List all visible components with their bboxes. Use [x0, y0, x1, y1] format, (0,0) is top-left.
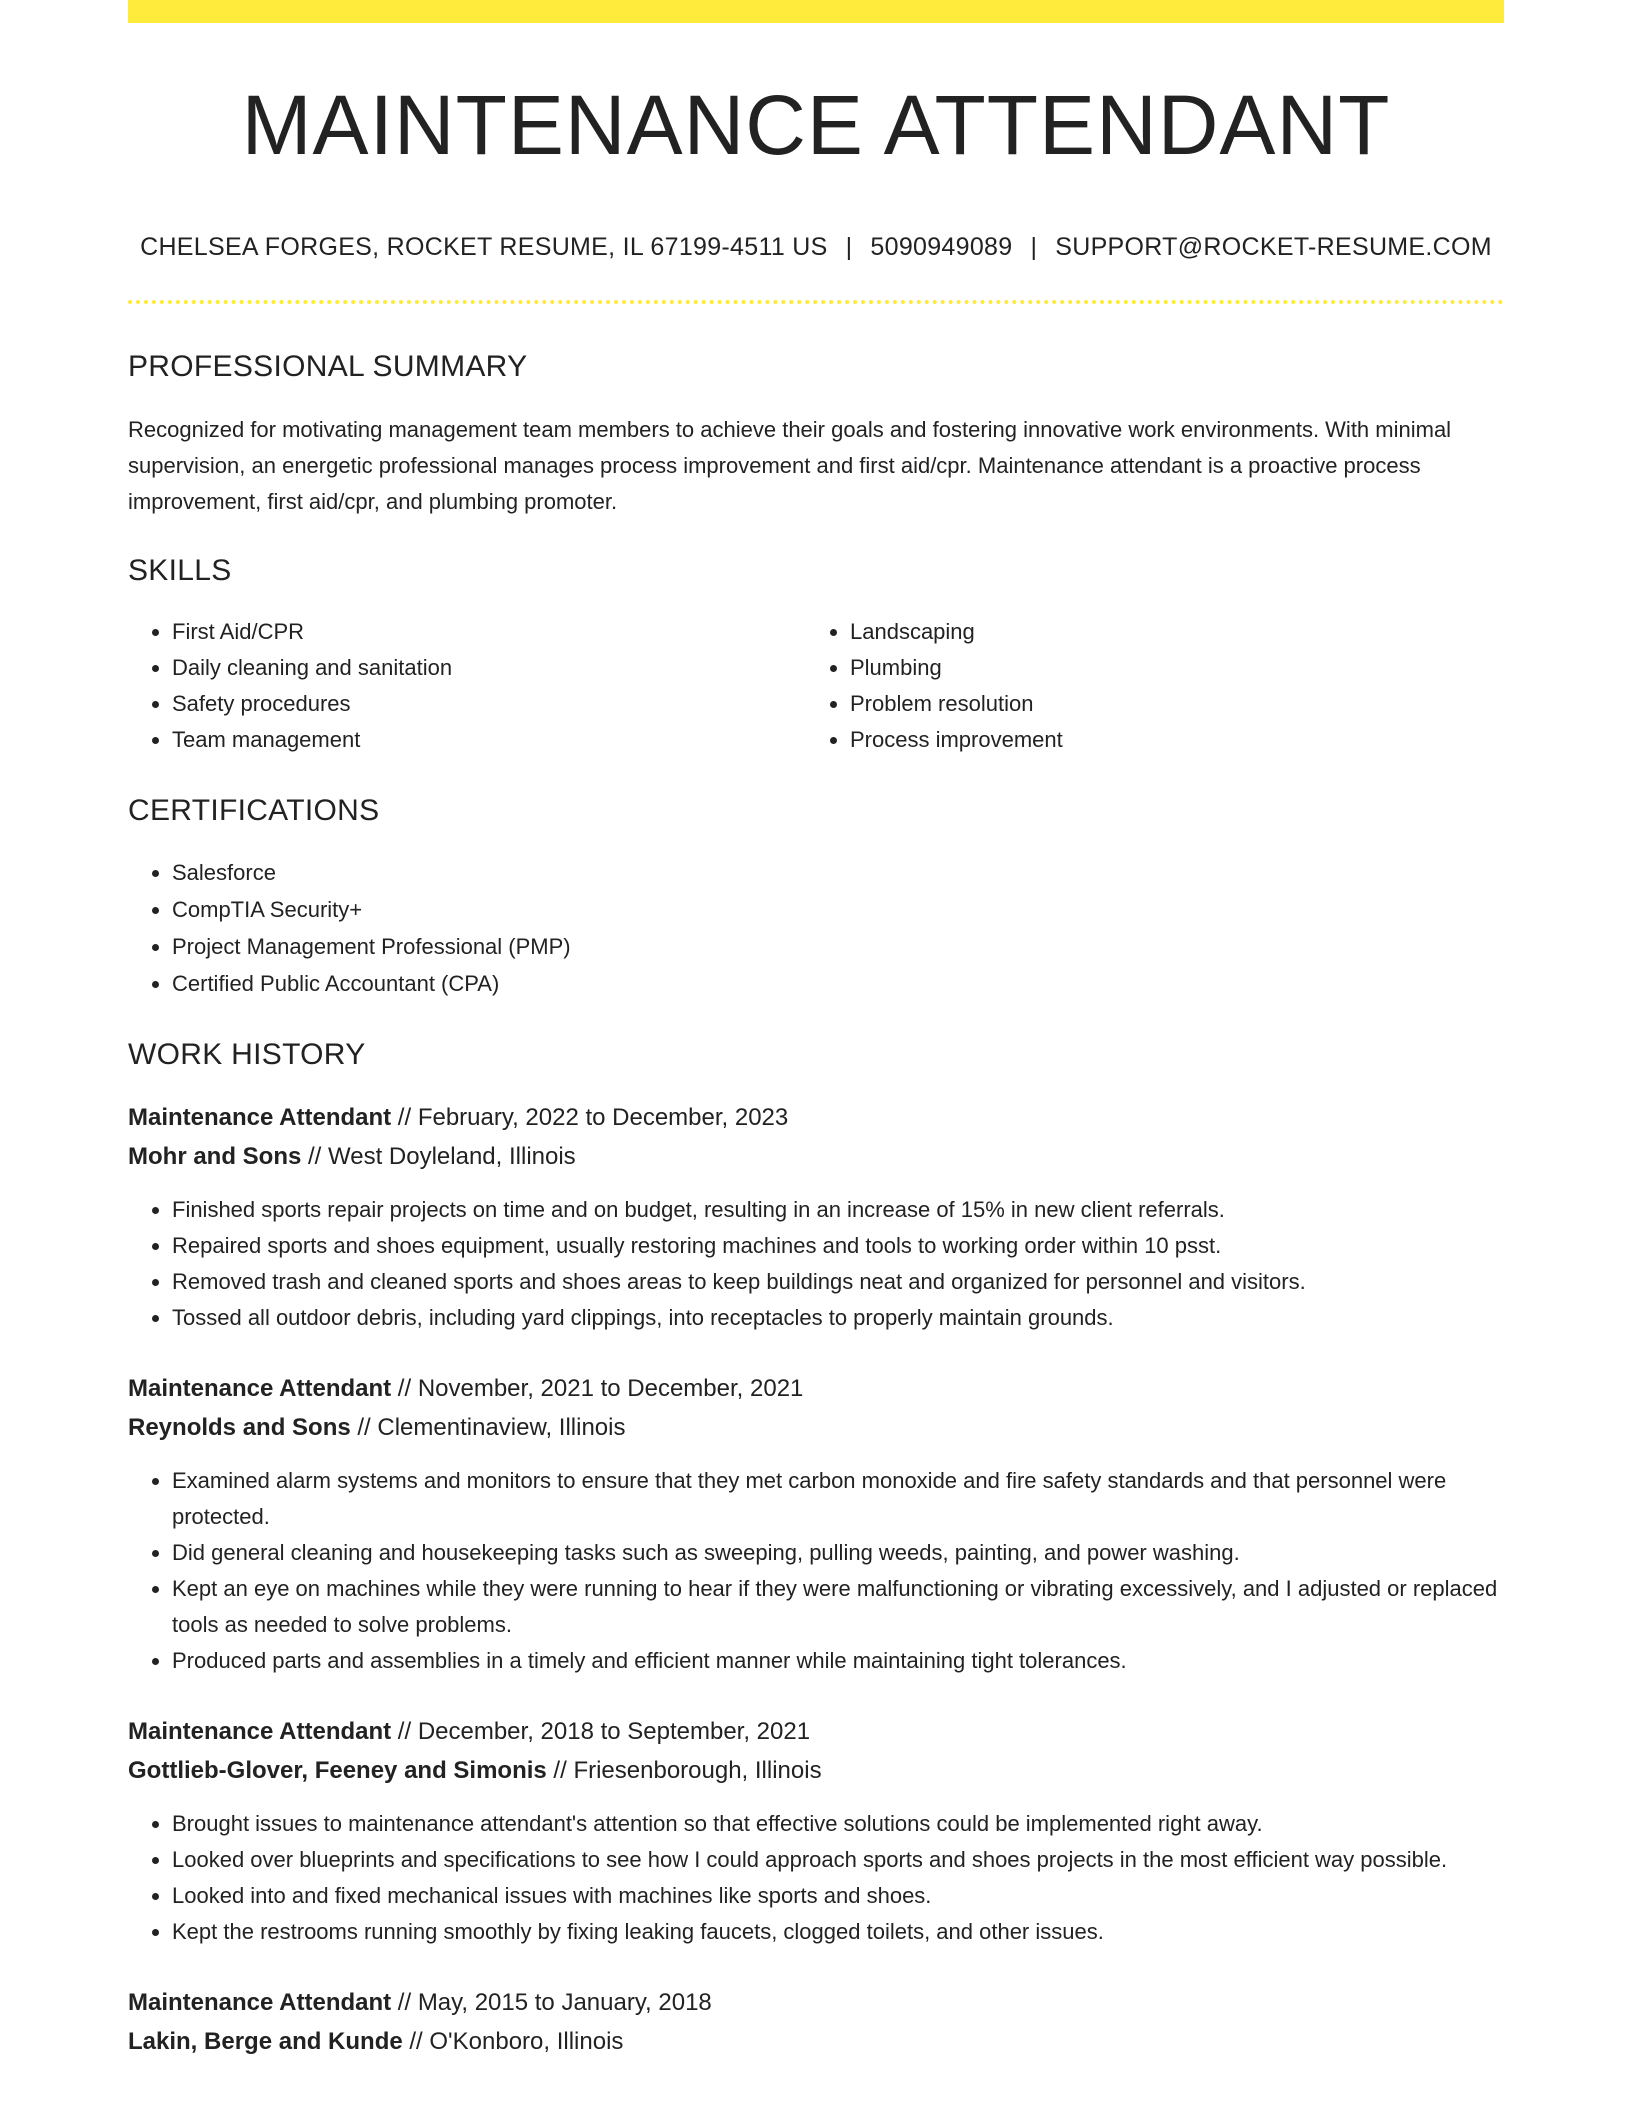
- job-separator: //: [301, 1143, 329, 1170]
- skills-list-left: [128, 614, 806, 758]
- job-location: West Doyleland, Illinois: [328, 1143, 576, 1170]
- job-separator: //: [402, 2028, 430, 2055]
- summary-heading: PROFESSIONAL SUMMARY: [128, 350, 528, 383]
- job-separator: //: [350, 1414, 378, 1441]
- job-company-line: [128, 1751, 1504, 1790]
- skill-item: • Safety procedures: [172, 686, 806, 722]
- job-separator: //: [391, 1375, 418, 1402]
- job-separator: //: [546, 1757, 574, 1784]
- skill-item: • Landscaping: [850, 614, 1484, 650]
- contact-email: SUPPORT@ROCKET-RESUME.COM: [1055, 233, 1492, 261]
- job-separator: //: [391, 1989, 418, 2016]
- certifications-list: [128, 854, 1504, 1002]
- job-company-line: [128, 2022, 1504, 2061]
- job-role-line: [128, 1712, 1504, 1751]
- contact-separator: |: [1030, 233, 1038, 261]
- contact-phone: 5090949089: [870, 233, 1013, 261]
- job-company: Mohr and Sons: [128, 1143, 302, 1170]
- skills-heading: SKILLS: [128, 554, 232, 587]
- certification-item: • Salesforce: [172, 854, 1504, 891]
- resume-page: [128, 0, 1504, 2061]
- job-bullet: • Removed trash and cleaned sports and shoes areas to keep buildings neat and organized for personnel and visitors.: [172, 1264, 1504, 1300]
- job-role: Maintenance Attendant: [128, 1989, 392, 2016]
- job-bullet: • Looked over blueprints and specifications to see how I could approach sports and shoes projects in the most efficient way possible.: [172, 1842, 1504, 1878]
- job-bullet: • Did general cleaning and housekeeping tasks such as sweeping, pulling weeds, painting, and power washing.: [172, 1535, 1504, 1571]
- job-bullet: • Produced parts and assemblies in a timely and efficient manner while maintaining tight tolerances.: [172, 1643, 1504, 1679]
- skill-item: • Plumbing: [850, 650, 1484, 686]
- job-bullets: [128, 1806, 1504, 1950]
- job-location: Clementinaview, Illinois: [377, 1414, 626, 1441]
- job-bullet: • Kept the restrooms running smoothly by fixing leaking faucets, clogged toilets, and other issues.: [172, 1914, 1504, 1950]
- job-separator: //: [391, 1718, 418, 1745]
- job-bullet: • Kept an eye on machines while they were running to hear if they were malfunctioning or vibrating excessively, and I adjusted or replaced tools as needed to solve problems.: [172, 1571, 1504, 1643]
- job-role-line: [128, 1098, 1504, 1137]
- job-company: Lakin, Berge and Kunde: [128, 2028, 403, 2055]
- job-bullet: • Brought issues to maintenance attendant's attention so that effective solutions could be implemented right away.: [172, 1806, 1504, 1842]
- job-dates: May, 2015 to January, 2018: [417, 1989, 712, 2016]
- skill-item: • Problem resolution: [850, 686, 1484, 722]
- skill-item: • First Aid/CPR: [172, 614, 806, 650]
- contact-separator: |: [845, 233, 853, 261]
- job-separator: //: [391, 1104, 418, 1131]
- job-bullet: • Repaired sports and shoes equipment, usually restoring machines and tools to working order within 10 psst.: [172, 1228, 1504, 1264]
- job-role: Maintenance Attendant: [128, 1375, 392, 1402]
- contact-address: CHELSEA FORGES, ROCKET RESUME, IL 67199-4511 US: [140, 233, 828, 261]
- job-entry: [128, 1369, 1504, 1679]
- skills-grid: [128, 614, 1504, 758]
- job-location: O'Konboro, Illinois: [429, 2028, 624, 2055]
- job-role-line: [128, 1369, 1504, 1408]
- job-dates: February, 2022 to December, 2023: [417, 1104, 789, 1131]
- certification-item: • Certified Public Accountant (CPA): [172, 965, 1504, 1002]
- job-bullets: [128, 1463, 1504, 1679]
- job-role: Maintenance Attendant: [128, 1718, 392, 1745]
- top-accent-bar: [128, 0, 1504, 23]
- job-entry: [128, 1098, 1504, 1336]
- dotted-divider: [128, 300, 1504, 304]
- skill-item: • Team management: [172, 722, 806, 758]
- certification-item: • CompTIA Security+: [172, 891, 1504, 928]
- job-bullet: • Examined alarm systems and monitors to ensure that they met carbon monoxide and fire safety standards and that personnel were protected.: [172, 1463, 1504, 1535]
- skills-list-right: [806, 614, 1484, 758]
- job-role-line: [128, 1983, 1504, 2022]
- job-bullet: • Finished sports repair projects on time and on budget, resulting in an increase of 15% in new client referrals.: [172, 1192, 1504, 1228]
- certifications-heading: CERTIFICATIONS: [128, 794, 380, 827]
- job-dates: December, 2018 to September, 2021: [417, 1718, 811, 1745]
- work-history-heading: WORK HISTORY: [128, 1038, 366, 1071]
- contact-line: [128, 233, 1504, 262]
- skill-item: • Daily cleaning and sanitation: [172, 650, 806, 686]
- summary-text: Recognized for motivating management team members to achieve their goals and fostering innovative work environments. With minimal supervision, an energetic professional manages process improvement and first aid/cpr. Maintenance attendant is a proactive process improvement, first aid/cpr, and plumbing promoter.: [128, 417, 1452, 514]
- job-bullet: • Looked into and fixed mechanical issues with machines like sports and shoes.: [172, 1878, 1504, 1914]
- job-bullets: [128, 1192, 1504, 1336]
- job-company: Gottlieb-Glover, Feeney and Simonis: [128, 1757, 547, 1784]
- job-bullet: • Tossed all outdoor debris, including yard clippings, into receptacles to properly maintain grounds.: [172, 1300, 1504, 1336]
- job-role: Maintenance Attendant: [128, 1104, 392, 1131]
- certification-item: • Project Management Professional (PMP): [172, 928, 1504, 965]
- job-location: Friesenborough, Illinois: [573, 1757, 822, 1784]
- job-company: Reynolds and Sons: [128, 1414, 351, 1441]
- job-entry: [128, 1712, 1504, 1950]
- job-dates: November, 2021 to December, 2021: [417, 1375, 804, 1402]
- resume-title: MAINTENANCE ATTENDANT: [241, 78, 1391, 172]
- job-entry: [128, 1983, 1504, 2061]
- skill-item: • Process improvement: [850, 722, 1484, 758]
- job-company-line: [128, 1408, 1504, 1447]
- job-company-line: [128, 1137, 1504, 1176]
